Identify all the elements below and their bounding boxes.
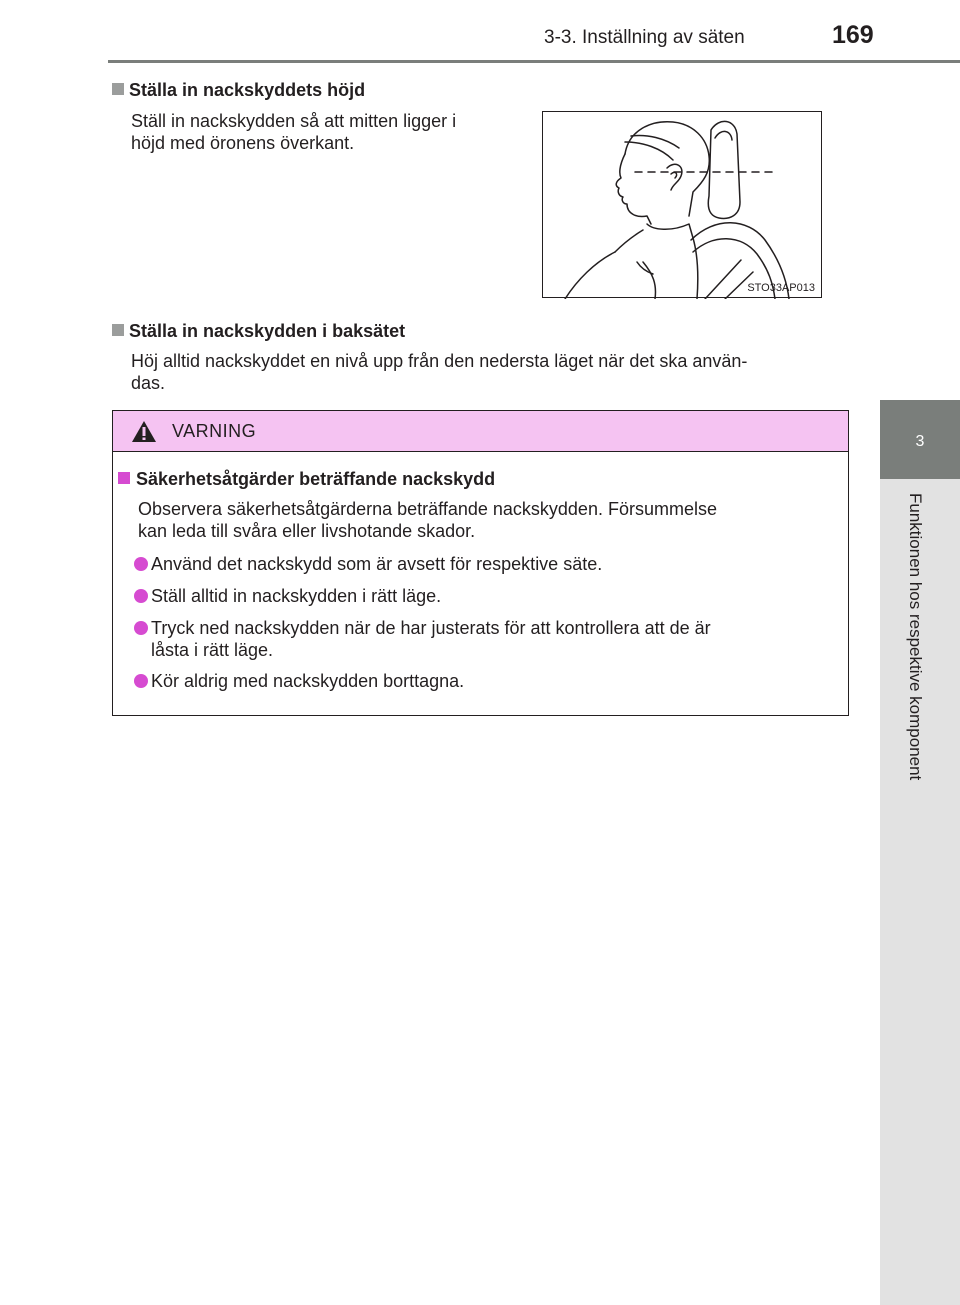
bullet-dot-icon [134,621,148,635]
warning-title: VARNING [172,421,257,441]
warning-bullet-text: Kör aldrig med nackskydden borttagna. [151,671,465,691]
warning-intro-line1: Observera säkerhetsåtgärderna beträffande nackskydden. Försummelse [138,499,717,519]
chapter-tab [880,400,960,479]
warning-bullet [134,617,834,661]
warning-header [113,411,848,452]
square-bullet-icon [118,472,130,484]
chapter-label: Funktionen hos respektive komponent [906,493,925,781]
figure-code: STO33AP013 [747,282,815,294]
bullet-dot-icon [134,557,148,571]
warning-bullet-text: Använd det nackskydd som är avsett för respektive säte. [151,554,603,574]
warning-bullet [134,670,834,692]
section1-line1: Ställ in nackskydden så att mitten ligger i [131,111,457,131]
headrest-drawing [543,112,823,299]
section-heading-rear-headrest [112,321,405,342]
warning-subheading [118,469,495,490]
warning-intro-line2: kan leda till svåra eller livshotande skador. [138,521,476,541]
running-header-title: 3-3. Inställning av säten [544,27,745,48]
bullet-dot-icon [134,589,148,603]
square-bullet-icon [112,83,124,95]
warning-triangle-icon [131,420,157,443]
warning-box [112,410,849,716]
headrest-illustration [542,111,822,298]
square-bullet-icon [112,324,124,336]
warning-bullet-text: Tryck ned nackskydden när de har justerats för att kontrollera att de är [151,618,711,638]
section2-line1: Höj alltid nackskyddet en nivå upp från den nedersta läget när det ska använ- [131,351,748,371]
section2-line2: das. [131,373,166,393]
warning-bullet-text-cont: låsta i rätt läge. [151,640,274,660]
section1-line2: höjd med öronens överkant. [131,133,355,153]
bullet-dot-icon [134,674,148,688]
warning-bullet [134,585,834,607]
header-rule [108,60,960,63]
section-heading-text: Ställa in nackskydden i baksätet [129,321,406,341]
warning-subheading-text: Säkerhetsåtgärder beträffande nackskydd [136,469,496,489]
section-heading-headrest-height [112,80,365,101]
warning-bullet [134,553,834,575]
section-heading-text: Ställa in nackskyddets höjd [129,80,366,100]
warning-bullet-text: Ställ alltid in nackskydden i rätt läge. [151,586,442,606]
page-number: 169 [832,21,874,49]
chapter-number: 3 [915,433,925,450]
